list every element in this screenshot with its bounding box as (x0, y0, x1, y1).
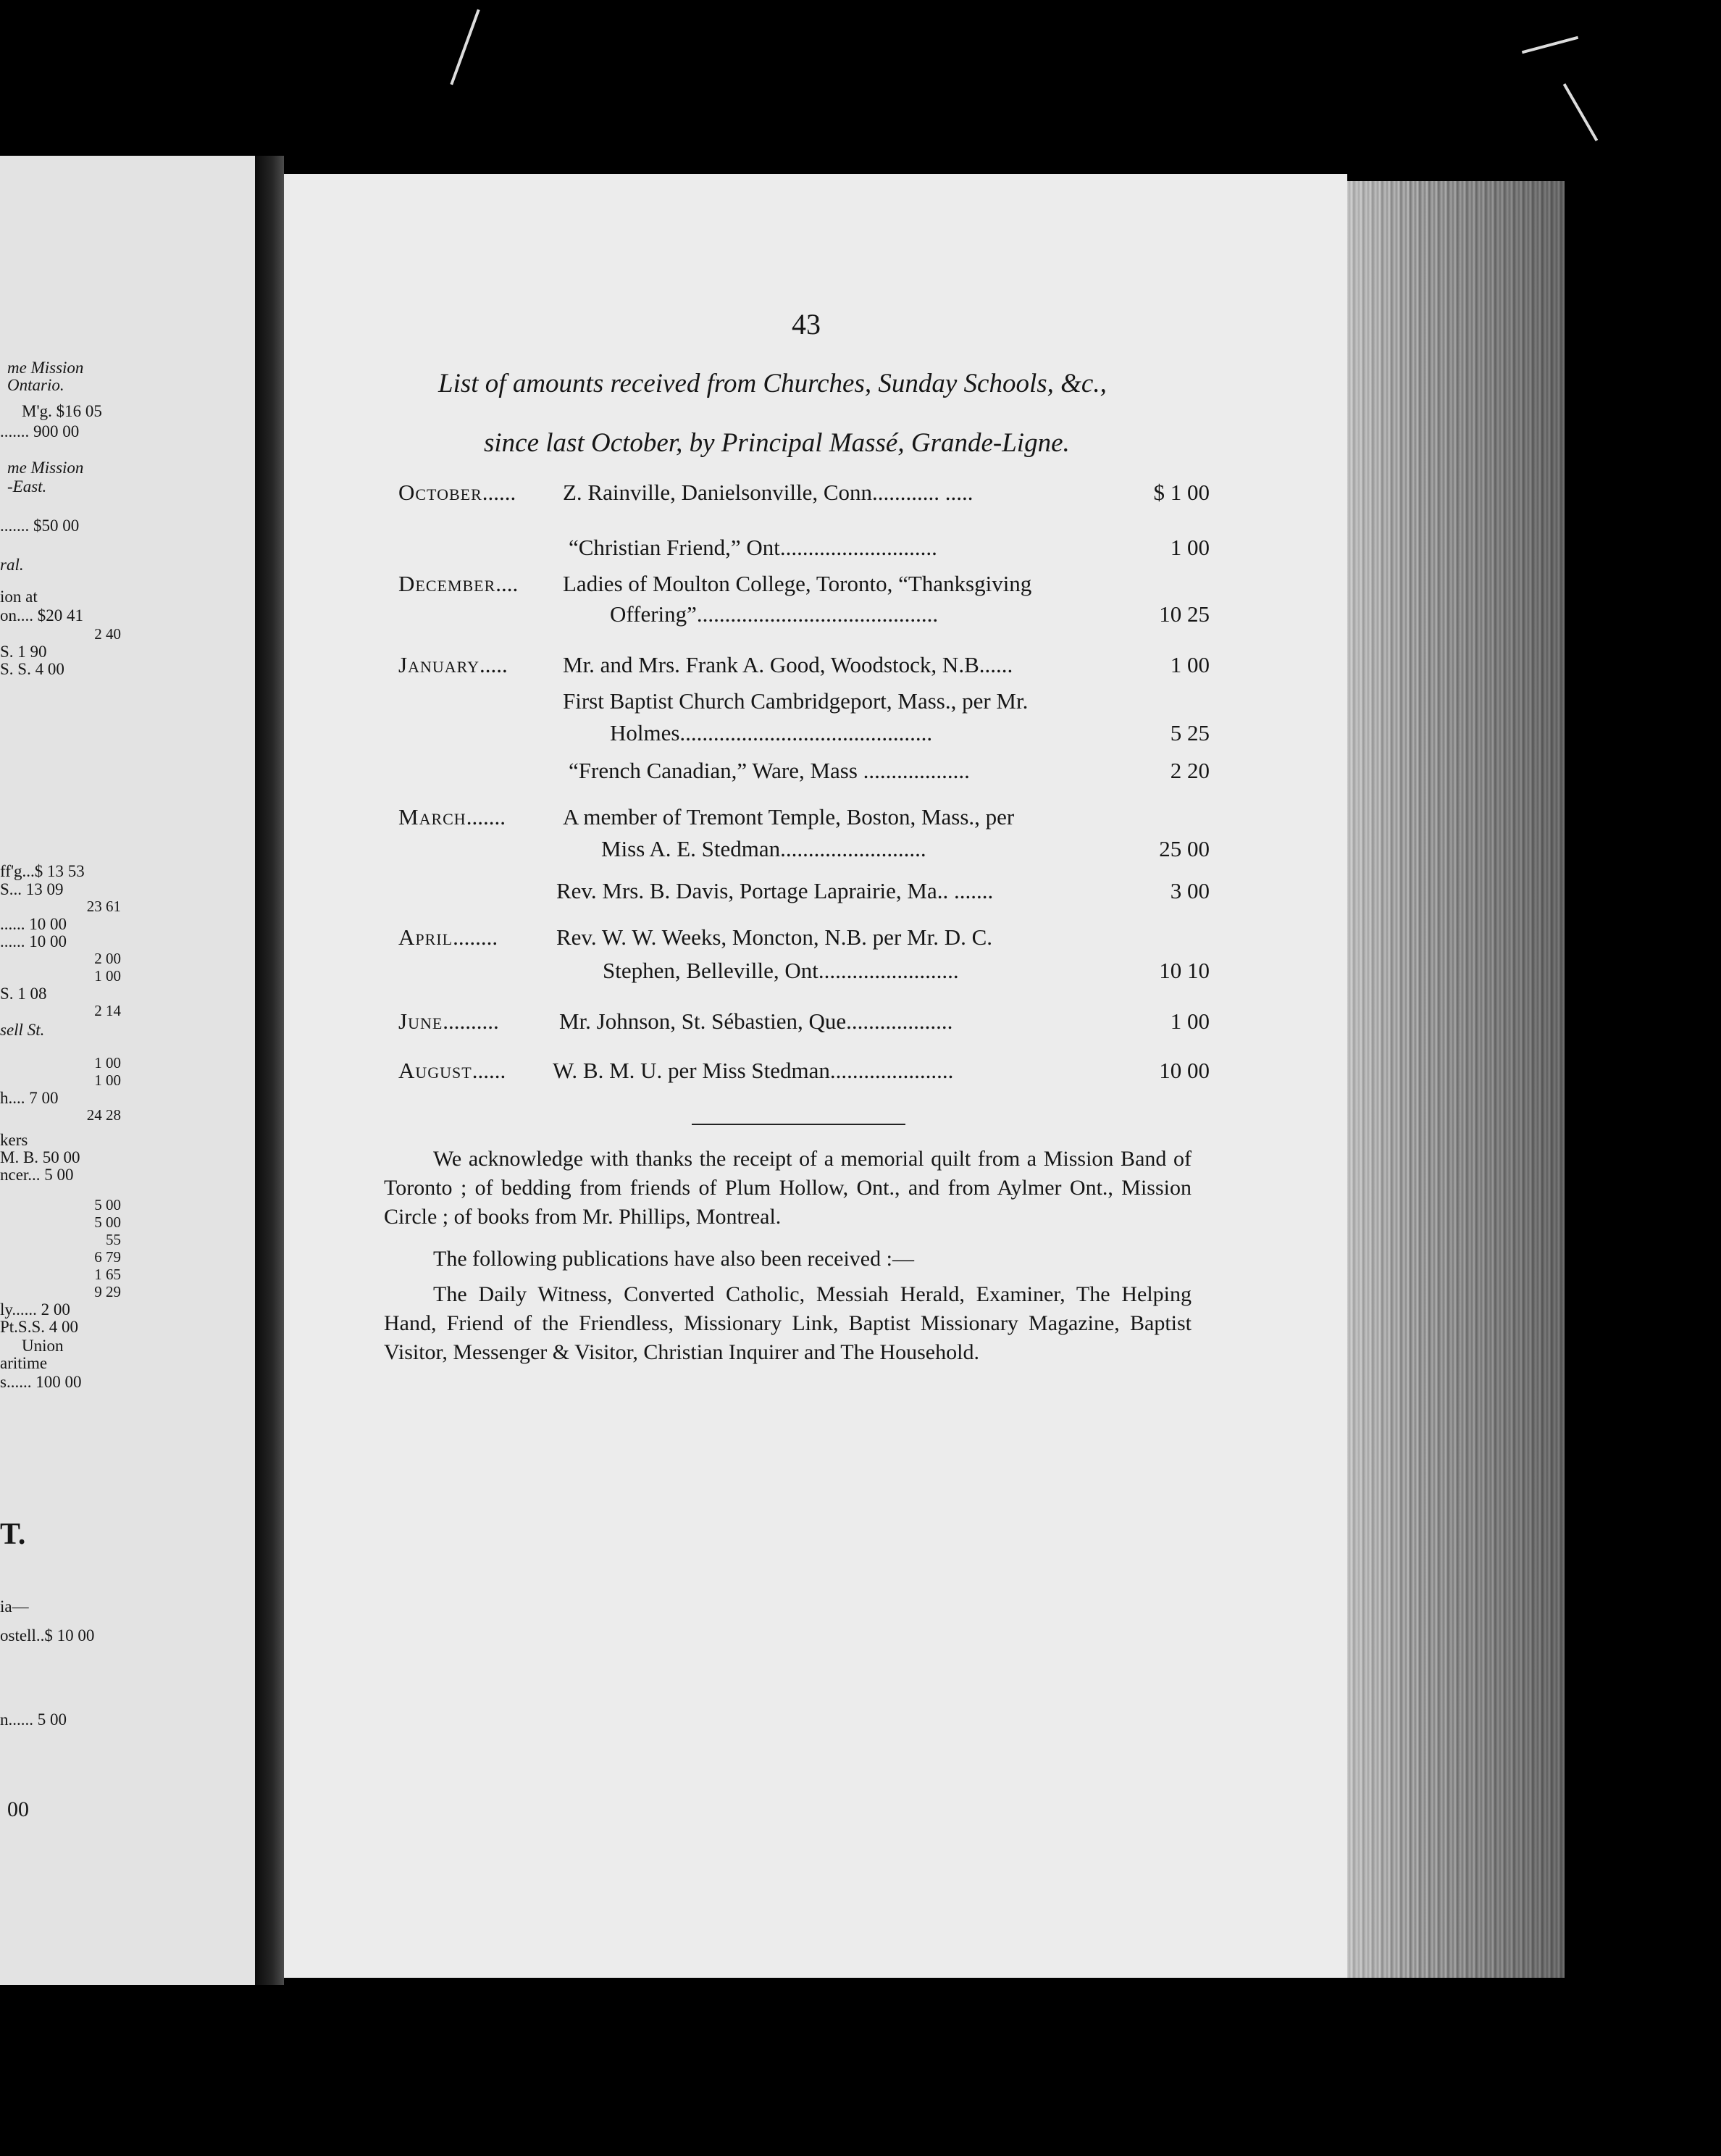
ledger-entry (398, 480, 1210, 509)
entry-month: January (398, 652, 480, 677)
ledger-entry (398, 804, 1210, 833)
publications-heading: The following publications have also been received :— (433, 1247, 914, 1271)
left-page-fragment (0, 156, 259, 1985)
entry-amount: 1 00 (1170, 535, 1210, 560)
left-line: S. S. 4 00 (0, 660, 64, 678)
ledger-entry (398, 758, 1210, 787)
left-line: ion at (0, 588, 38, 606)
left-line: 1 00 (94, 967, 121, 985)
entry-description: “Christian Friend,” Ont............................ (569, 535, 937, 560)
entry-amount: 1 00 (1170, 652, 1210, 677)
left-line: ...... 10 00 (0, 915, 67, 933)
entry-amount: 10 00 (1159, 1058, 1210, 1083)
entry-description: W. B. M. U. per Miss Stedman...................... (553, 1058, 954, 1083)
left-line: ncer... 5 00 (0, 1166, 74, 1184)
entry-amount: 1 00 (1170, 1008, 1210, 1034)
left-line: ly...... 2 00 (0, 1300, 70, 1319)
entry-description: Stephen, Belleville, Ont......................... (603, 958, 959, 983)
entry-month: April (398, 924, 453, 950)
left-line: ostell..$ 10 00 (0, 1626, 95, 1645)
left-line: n...... 5 00 (0, 1710, 67, 1729)
entry-leader: .......... (443, 1008, 499, 1034)
left-line: ....... $50 00 (0, 517, 80, 535)
entry-description: Rev. W. W. Weeks, Moncton, N.B. per Mr. D. C. (556, 924, 993, 950)
ledger-entry (398, 720, 1210, 749)
publications-list: The Daily Witness, Converted Catholic, Messiah Herald, Examiner, The Helping Hand, Friend of the Friendless, Missionary Link, Baptist Missionary Magazine, Baptist Visitor, Messenger & Visitor, Christian Inquirer and The Household. (384, 1282, 1192, 1364)
entry-description: “French Canadian,” Ware, Mass ................... (569, 758, 970, 783)
left-line: 1 65 (94, 1266, 121, 1283)
left-line: kers (0, 1131, 28, 1149)
entry-description: Holmes............................................. (610, 720, 933, 745)
left-line: 2 00 (94, 950, 121, 967)
ledger-entry (398, 535, 1210, 564)
entry-leader: ..... (479, 652, 508, 677)
entry-leader: ........ (453, 924, 498, 950)
ledger-entry (398, 688, 1210, 717)
section-divider (692, 1124, 905, 1125)
left-line: 9 29 (94, 1283, 121, 1300)
entry-leader: ...... (472, 1058, 506, 1083)
entry-month: March (398, 804, 466, 830)
entry-description: First Baptist Church Cambridgeport, Mass., per Mr. (563, 688, 1029, 714)
left-line: Ontario. (7, 376, 64, 394)
left-line: ff'g...$ 13 53 (0, 862, 85, 880)
entry-amount: 3 00 (1170, 878, 1210, 903)
entry-month: October (398, 480, 482, 505)
left-line: 6 79 (94, 1248, 121, 1266)
left-line: ia— (0, 1597, 29, 1616)
entry-amount: 2 20 (1170, 758, 1210, 783)
ledger-entry (398, 836, 1210, 865)
film-scratch (450, 9, 480, 85)
left-line: me Mission (7, 459, 84, 477)
entry-month: June (398, 1008, 443, 1034)
entry-month: August (398, 1058, 472, 1083)
left-line: on.... $20 41 (0, 606, 83, 624)
book-gutter (255, 156, 284, 1985)
left-line: T. (0, 1518, 26, 1551)
left-line: 23 61 (86, 898, 121, 915)
entry-month: December (398, 571, 496, 596)
entry-description: Ladies of Moulton College, Toronto, “Thanksgiving (563, 571, 1032, 596)
entry-description: Mr. and Mrs. Frank A. Good, Woodstock, N.B...... (563, 652, 1013, 677)
left-line: S... 13 09 (0, 880, 64, 898)
ledger-entry (398, 958, 1210, 987)
left-line: M'g. $16 05 (22, 402, 102, 420)
entry-amount: 10 25 (1159, 601, 1210, 627)
left-line: ....... 900 00 (0, 422, 80, 440)
ledger-entry (398, 601, 1210, 630)
ledger-entry (398, 878, 1210, 907)
left-line: me Mission (7, 359, 84, 377)
entry-description: Offering”........................................... (610, 601, 939, 627)
left-line: 00 (7, 1797, 29, 1821)
left-line: h.... 7 00 (0, 1089, 59, 1107)
entry-amount: $ 1 00 (1153, 480, 1210, 505)
left-line: Union (22, 1337, 64, 1355)
film-scratch (1563, 83, 1598, 141)
left-line: sell St. (0, 1021, 45, 1039)
entry-amount: 25 00 (1159, 836, 1210, 861)
ledger-entry (398, 652, 1210, 681)
left-line: 55 (106, 1231, 121, 1248)
page-title: List of amounts received from Churches, Sunday Schools, &c., (438, 369, 1107, 398)
left-line: S. 1 08 (0, 985, 47, 1003)
ledger-entry (398, 1008, 1210, 1037)
left-line: Pt.S.S. 4 00 (0, 1318, 79, 1336)
left-line: 5 00 (94, 1213, 121, 1231)
left-line: M. B. 50 00 (0, 1148, 80, 1166)
entry-leader: .... (495, 571, 519, 596)
left-line: 1 00 (94, 1054, 121, 1071)
entry-amount: 5 25 (1170, 720, 1210, 745)
entry-amount: 10 10 (1159, 958, 1210, 983)
left-line: 5 00 (94, 1196, 121, 1213)
entry-leader: ....... (466, 804, 506, 830)
acknowledgement-paragraph: We acknowledge with thanks the receipt of a memorial quilt from a Mission Band of Toronto ; of bedding from friends of Plum Hollow, Ont., and from Aylmer Ont., Mission Circle ; of books from Mr. Phillips, Montreal. (384, 1147, 1192, 1229)
film-scratch (1522, 36, 1578, 54)
left-line: ral. (0, 556, 24, 574)
page-edge-shadow (1347, 181, 1565, 1978)
left-line: ...... 10 00 (0, 932, 67, 950)
ledger-entry (398, 1058, 1210, 1087)
entry-description: Miss A. E. Stedman.......................... (601, 836, 926, 861)
left-line: -East. (7, 477, 47, 496)
entry-description: Z. Rainville, Danielsonville, Conn............ ..... (563, 480, 973, 505)
left-line: 2 40 (94, 625, 121, 643)
entry-description: Rev. Mrs. B. Davis, Portage Laprairie, Ma.. ....... (556, 878, 994, 903)
left-line: S. 1 90 (0, 643, 47, 661)
page-subtitle: since last October, by Principal Massé, Grande-Ligne. (484, 428, 1070, 458)
left-line: s...... 100 00 (0, 1373, 82, 1391)
left-line: 24 28 (86, 1106, 121, 1124)
page-number: 43 (792, 308, 821, 340)
left-line: 2 14 (94, 1002, 121, 1019)
entry-description: Mr. Johnson, St. Sébastien, Que................... (559, 1008, 953, 1034)
ledger-entry (398, 571, 1210, 600)
entry-description: A member of Tremont Temple, Boston, Mass., per (563, 804, 1015, 830)
left-line: aritime (0, 1354, 48, 1372)
left-line: 1 00 (94, 1071, 121, 1089)
entry-leader: ...... (482, 480, 516, 505)
ledger-entry (398, 924, 1210, 953)
